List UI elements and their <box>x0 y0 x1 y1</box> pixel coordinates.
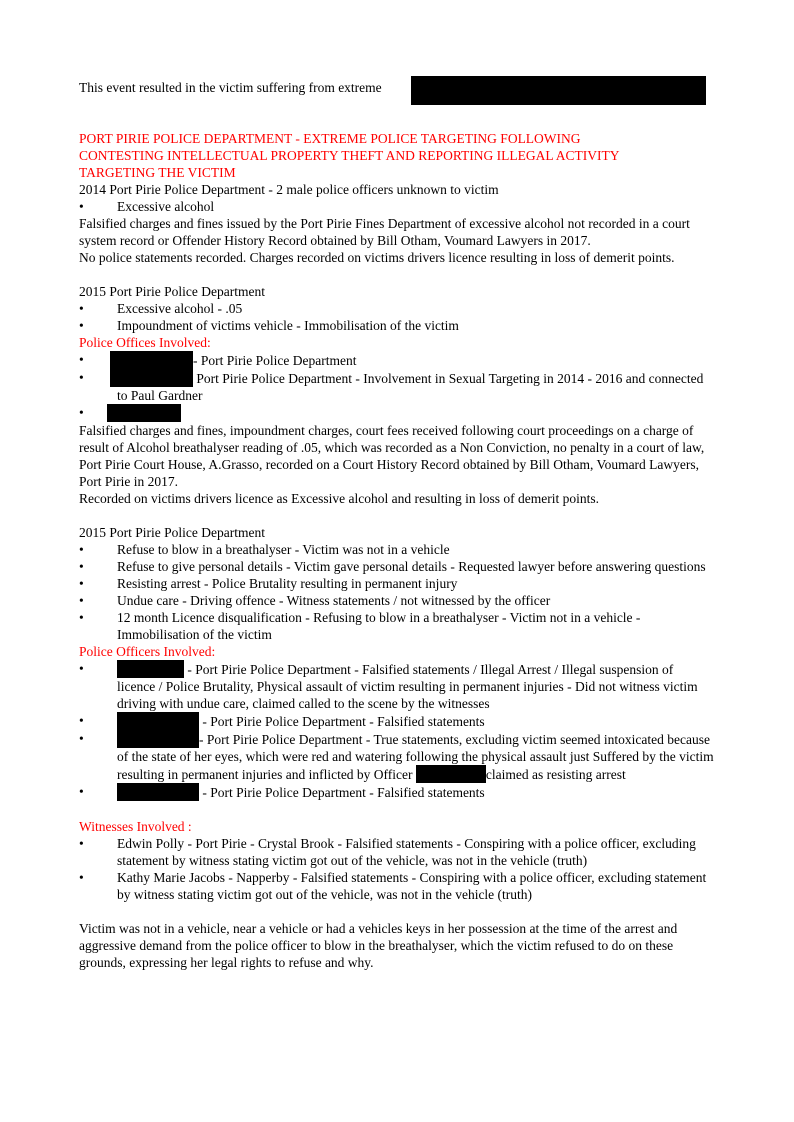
section-title-2015a: 2015 Port Pirie Police Department <box>79 284 265 299</box>
bullet-icon: • <box>79 731 84 746</box>
bullet-icon: • <box>79 318 84 333</box>
list-item: • Refuse to give personal details - Victim gave personal details - Requested lawyer before answering questions <box>79 559 706 574</box>
redaction-block <box>110 351 193 369</box>
redaction-block <box>110 369 193 387</box>
bullet-icon: • <box>79 593 84 608</box>
bullet-icon: • <box>79 542 84 557</box>
bullet-icon: • <box>79 370 84 385</box>
list-item: • Resisting arrest - Police Brutality resulting in permanent injury <box>79 576 458 591</box>
bullet-icon: • <box>79 661 84 676</box>
paragraph: Falsified charges and fines, impoundment charges, court fees received following court proceedings on a charge of result of Alcohol breathalyser reading of .05, which was recorded as a Non Conviction, no penalty in a court of law, Port Pirie Court House, A.Grasso, recorded on a Court History Record obtained by Bill Otham, Voumard Lawyers, Port Pirie in 2017. <box>79 423 705 489</box>
bullet-icon: • <box>79 405 84 420</box>
witnesses-label: Witnesses Involved : <box>79 819 192 834</box>
list-item: • - Port Pirie Police Department - Falsified statements / Illegal Arrest / Illegal suspension of licence / Police Brutality, Physical assault of victim resulting in permanent injuries - Did not witness victim driving with undue care, claimed called to the scene by the witnesses <box>79 661 698 711</box>
list-item: • Impoundment of victims vehicle - Immobilisation of the victim <box>79 318 459 333</box>
list-item: • Excessive alcohol - .05 <box>79 301 243 316</box>
section-title-2015b: 2015 Port Pirie Police Department <box>79 525 265 540</box>
heading-line: PORT PIRIE POLICE DEPARTMENT - EXTREME POLICE TARGETING FOLLOWING <box>79 131 581 146</box>
bullet-icon: • <box>79 559 84 574</box>
list-item: • - Port Pirie Police Department - Falsified statements <box>79 784 485 800</box>
bullet-icon: • <box>79 301 84 316</box>
paragraph: Recorded on victims drivers licence as Excessive alcohol and resulting in loss of demerit points. <box>79 491 599 506</box>
list-item: • - Port Pirie Police Department <box>79 352 357 368</box>
list-item: • - Port Pirie Police Department - True statements, excluding victim seemed intoxicated because of the state of her eyes, which were red and watering following the physical assault just Suffered by the victim resulting in permanent injuries and inflicted by Officer claimed as resisting arrest <box>79 731 714 782</box>
redaction-block <box>117 712 199 730</box>
bullet-icon: • <box>79 576 84 591</box>
bullet-icon: • <box>79 784 84 799</box>
redaction-block <box>117 660 184 678</box>
list-item: • Port Pirie Police Department - Involvement in Sexual Targeting in 2014 - 2016 and connected to Paul Gardner <box>79 370 704 403</box>
closing-paragraph: Victim was not in a vehicle, near a vehicle or had a vehicles keys in her possession at the time of the arrest and aggressive demand from the police officer to blow in the breathalyser, which the victim refused to do on these grounds, expressing her legal rights to refuse and why. <box>79 921 678 970</box>
officers-label: Police Officers Involved: <box>79 644 216 659</box>
list-item: • Refuse to blow in a breathalyser - Victim was not in a vehicle <box>79 542 450 557</box>
list-item: • Excessive alcohol <box>79 199 215 214</box>
paragraph: Falsified charges and fines issued by the Port Pirie Fines Department of excessive alcohol not recorded in a court system record or Offender History Record obtained by Bill Otham, Voumard Lawyers in 2017. <box>79 216 690 248</box>
section-title-2014: 2014 Port Pirie Police Department - 2 male police officers unknown to victim <box>79 182 499 197</box>
list-item: • Edwin Polly - Port Pirie - Crystal Brook - Falsified statements - Conspiring with a police officer, excluding statement by witness stating victim got out of the vehicle, was not in the vehicle (truth) <box>79 836 696 868</box>
paragraph: No police statements recorded. Charges recorded on victims drivers licence resulting in loss of demerit points. <box>79 250 675 265</box>
list-item <box>79 404 714 422</box>
bullet-icon: • <box>79 352 84 367</box>
redaction-block <box>416 765 486 783</box>
main-content <box>79 130 714 971</box>
redaction-block <box>411 76 706 105</box>
bullet-icon: • <box>79 713 84 728</box>
heading-line: CONTESTING INTELLECTUAL PROPERTY THEFT AND REPORTING ILLEGAL ACTIVITY <box>79 148 620 163</box>
officers-label: Police Offices Involved: <box>79 335 211 350</box>
list-item: • Undue care - Driving offence - Witness statements / not witnessed by the officer <box>79 593 551 608</box>
bullet-icon: • <box>79 610 84 625</box>
bullet-icon: • <box>79 836 84 851</box>
intro-line <box>79 79 382 96</box>
bullet-icon: • <box>79 199 84 214</box>
redaction-block <box>117 783 199 801</box>
list-item: • 12 month Licence disqualification - Refusing to blow in a breathalyser - Victim not in a vehicle - Immobilisation of the victim <box>79 610 641 642</box>
list-item: • Kathy Marie Jacobs - Napperby - Falsified statements - Conspiring with a police officer, excluding statement by witness stating victim got out of the vehicle, was not in the vehicle (truth) <box>79 870 707 902</box>
heading-line: TARGETING THE VICTIM <box>79 165 236 180</box>
redaction-block <box>117 730 199 748</box>
intro-text: This event resulted in the victim suffering from extreme <box>79 80 382 95</box>
list-item: • - Port Pirie Police Department - Falsified statements <box>79 713 485 729</box>
bullet-icon: • <box>79 870 84 885</box>
redaction-block <box>107 404 181 422</box>
